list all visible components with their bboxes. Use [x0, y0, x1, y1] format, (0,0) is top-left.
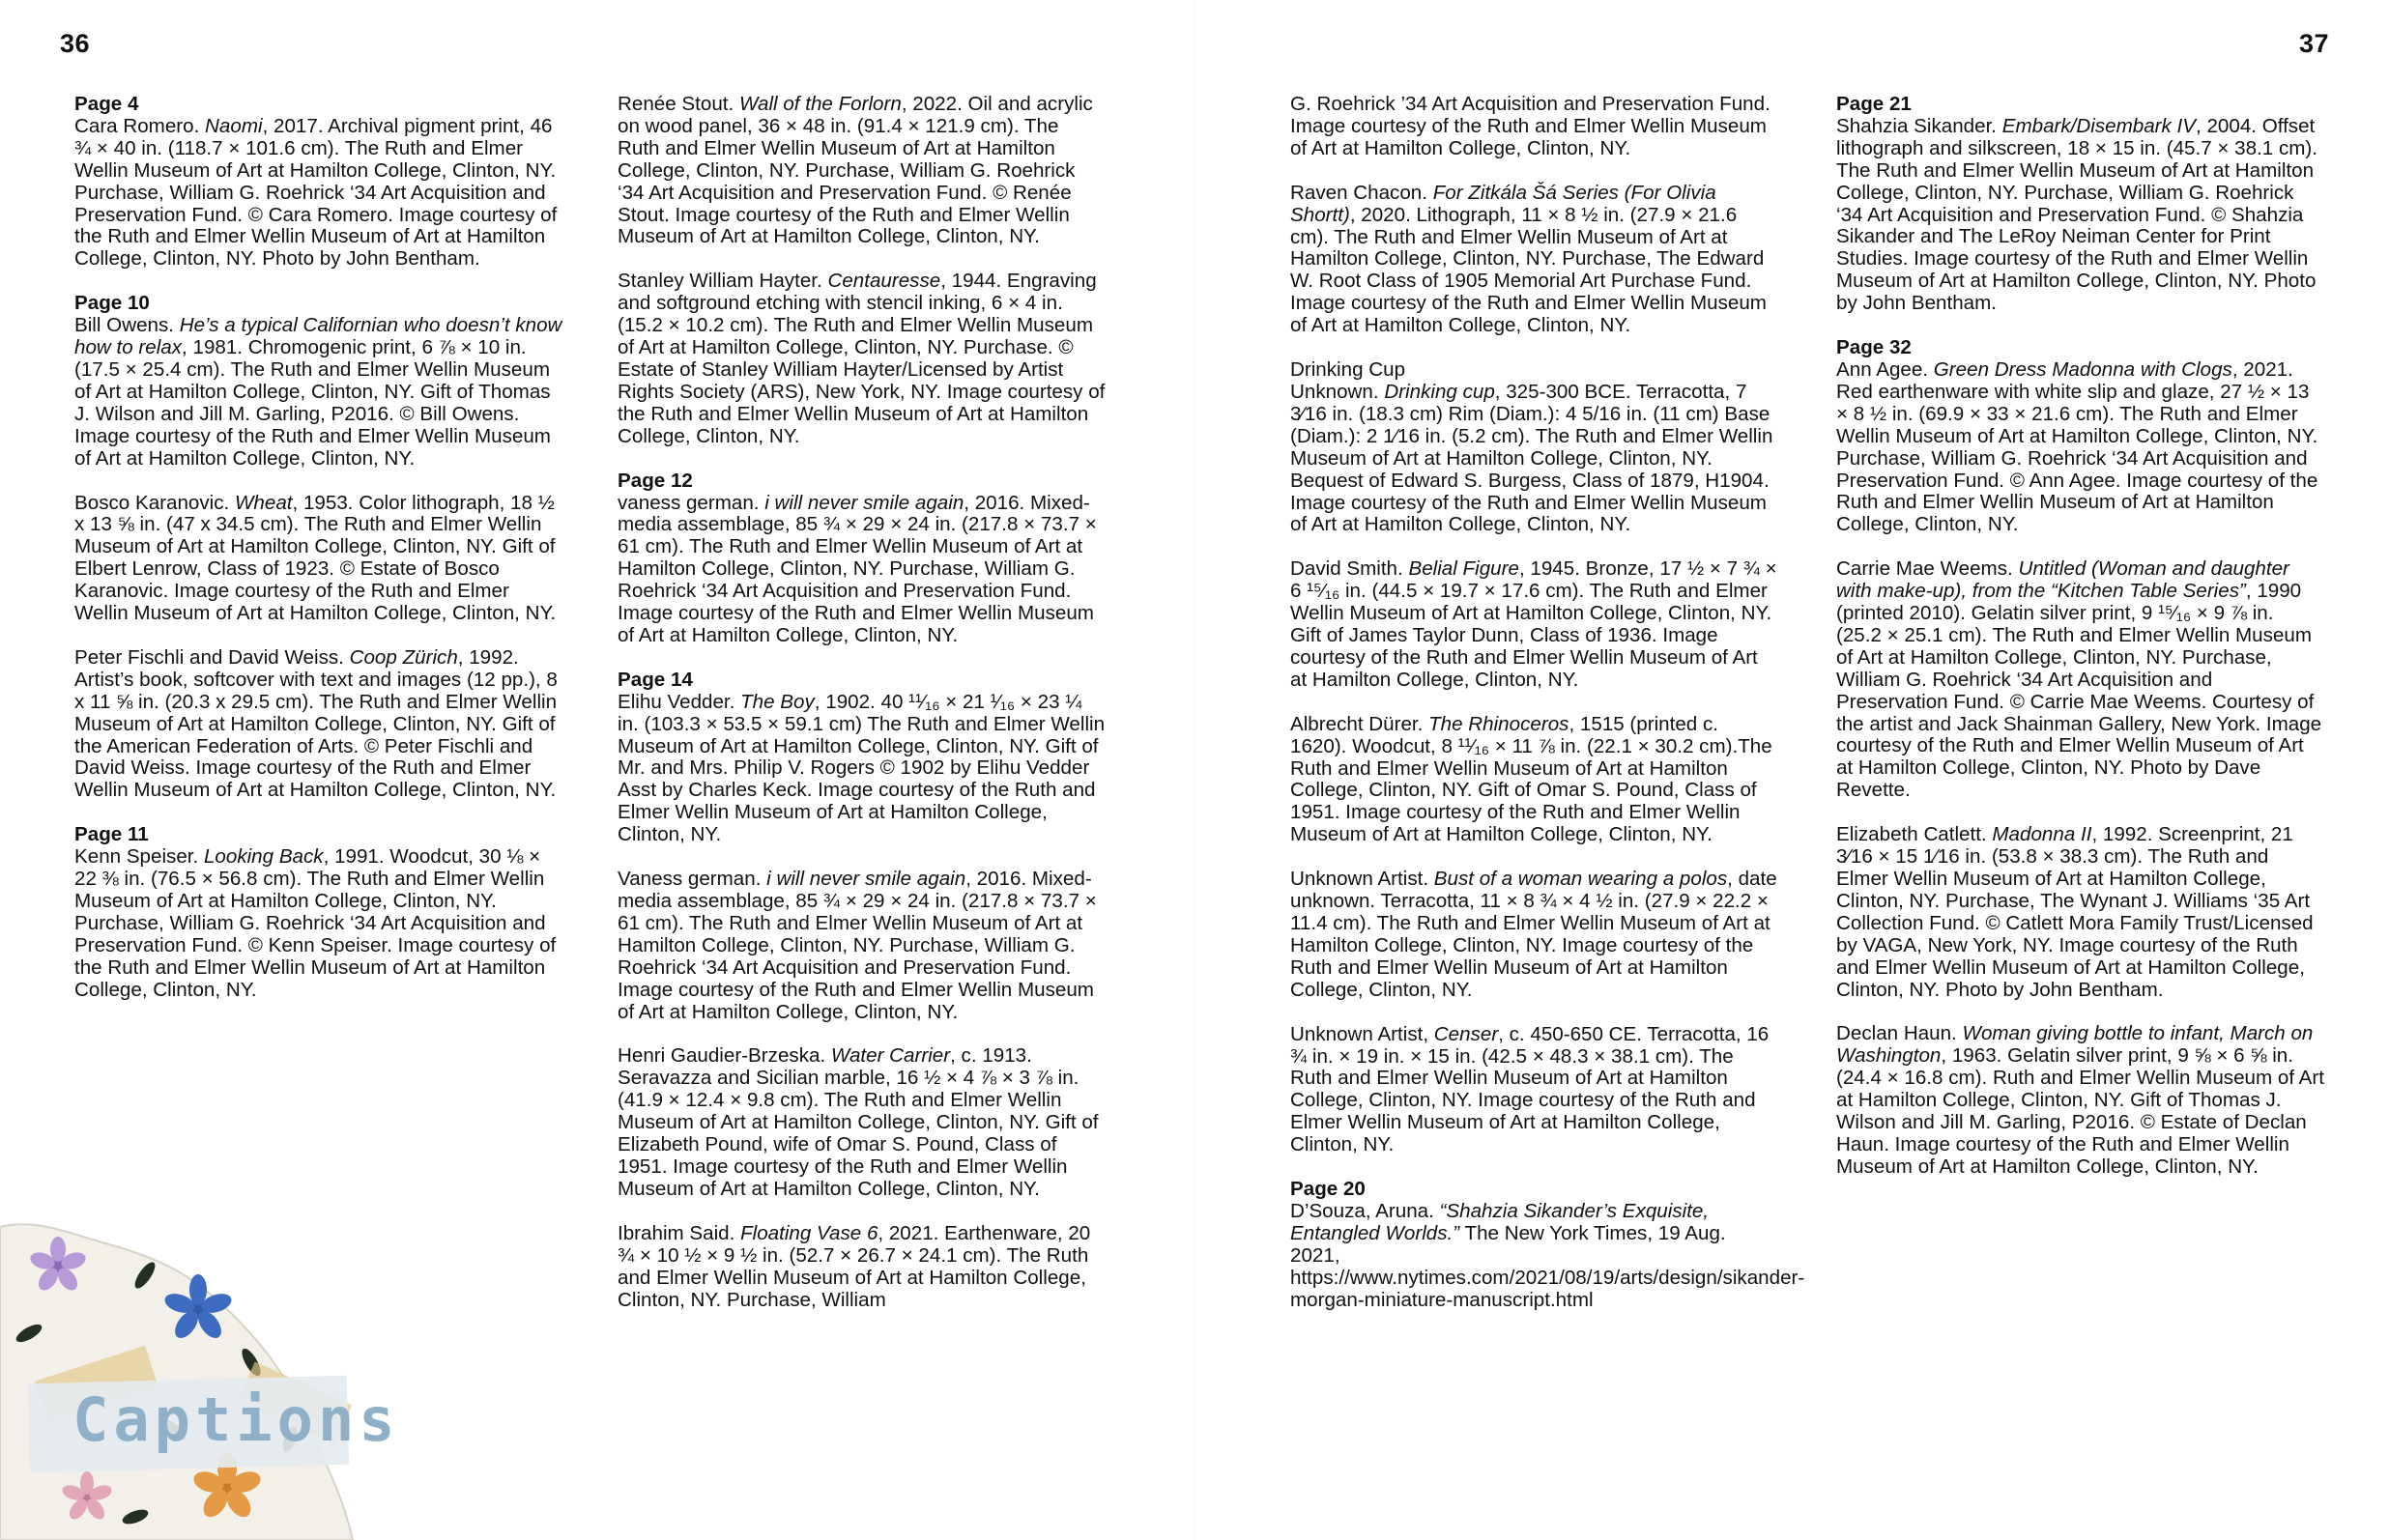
caption-credit: D’Souza, Aruna.: [1290, 1199, 1440, 1222]
caption-details: , 1945. Bronze, 17 ½ × 7 ¾ × 6 ¹⁵⁄₁₆ in. (44.5 × 19.7 × 17.6 cm). The Ruth and Elmer Wellin Museum of Art at Hamilton College, Clinton, NY. Gift of James Taylor Dunn, Class of 1936. Image courtesy of the Ruth and Elmer Wellin Museum of Art at Hamilton College, Clinton, NY.: [1290, 557, 1777, 691]
caption-entry: [618, 471, 1106, 647]
caption-column-3: [1290, 93, 1805, 1334]
caption-details: The New York Times, 19 Aug. 2021, https://www.nytimes.com/2021/08/19/arts/design/sikander-morgan-miniature-manuscript.html: [1290, 1221, 1805, 1311]
caption-title: “Shahzia Sikander’s Exquisite, Entangled Worlds.”: [1290, 1199, 1710, 1244]
caption-title: Centauresse: [827, 270, 941, 293]
gutter: [1194, 0, 1195, 1540]
page-heading: Page 11: [74, 823, 149, 846]
caption-details: , 2016. Mixed-media assemblage, 85 ¾ × 29 × 24 in. (217.8 × 73.7 × 61 cm). The Ruth and Elmer Wellin Museum of Art at Hamilton College, Clinton, NY. Purchase, William G. Roehrick ‘34 Art Acquisition and Preservation Fund. Image courtesy of the Ruth and Elmer Wellin Museum of Art at Hamilton College, Clinton, NY.: [618, 868, 1097, 1023]
page-heading: Page 32: [1836, 336, 1912, 359]
caption-credit: Declan Haun.: [1836, 1022, 1963, 1045]
page-number-right: 37: [2298, 29, 2329, 58]
caption-credit: Henri Gaudier-Brzeska.: [618, 1044, 831, 1068]
caption-entry: [1290, 1178, 1805, 1311]
caption-title: For Zitkála Šá Series (For Olivia Shortt): [1290, 181, 1716, 226]
page-number-left: 36: [60, 29, 91, 58]
caption-entry: [618, 1223, 1106, 1312]
caption-credit: Carrie Mae Weems.: [1836, 557, 2019, 581]
caption-details: , 1953. Color lithograph, 18 ½ x 13 ⅝ in. (47 x 34.5 cm). The Ruth and Elmer Wellin Museum of Art at Hamilton College, Clinton, NY. Gift of Elbert Lenrow, Class of 1923. © Estate of Bosco Karanovic. Image courtesy of the Ruth and Elmer Wellin Museum of Art at Hamilton College, Clinton, NY.: [74, 491, 557, 625]
caption-title: Censer: [1433, 1022, 1499, 1045]
caption-credit: Cara Romero.: [74, 114, 206, 137]
caption-details: , 325-300 BCE. Terracotta, 7 3⁄16 in. (18.3 cm) Rim (Diam.): 4 5/16 in. (11 cm) Base (Diam.): 2 1⁄16 in. (5.2 cm). The Ruth and Elmer Wellin Museum of Art at Hamilton College, Clinton, NY. Bequest of Edward S. Burgess, Class of 1879, H1904. Image courtesy of the Ruth and Elmer Wellin Museum of Art at Hamilton College, Clinton, NY.: [1290, 380, 1773, 536]
caption-title: Looking Back: [203, 845, 324, 869]
caption-details: , 2022. Oil and acrylic on wood panel, 36 × 48 in. (91.4 × 121.9 cm). The Ruth and Elmer Wellin Museum of Art at Hamilton College, Clinton, NY. Purchase, William G. Roehrick ‘34 Art Acquisition and Preservation Fund. © Renée Stout. Image courtesy of the Ruth and Elmer Wellin Museum of Art at Hamilton College, Clinton, NY.: [618, 93, 1093, 248]
caption-details: , 1981. Chromogenic print, 6 ⅞ × 10 in. (17.5 × 25.4 cm). The Ruth and Elmer Wellin Museum of Art at Hamilton College, Clinton, NY. Gift of Thomas J. Wilson and Jill M. Garling, P2016. © Bill Owens. Image courtesy of the Ruth and Elmer Wellin Museum of Art at Hamilton College, Clinton, NY.: [74, 336, 551, 470]
caption-credit: Bosco Karanovic.: [74, 491, 235, 514]
caption-credit: Unknown Artist,: [1290, 1022, 1434, 1045]
caption-details: , 2004. Offset lithograph and silkscreen, 18 × 15 in. (45.7 × 38.1 cm). The Ruth and Elmer Wellin Museum of Art at Hamilton College, Clinton, NY. Purchase, William G. Roehrick ‘34 Art Acquisition and Preservation Fund. © Shahzia Sikander and The LeRoy Neiman Center for Print Studies. Image courtesy of the Ruth and Elmer Wellin Museum of Art at Hamilton College, Clinton, NY. Photo by John Bentham.: [1836, 114, 2317, 315]
caption-details: , 2016. Mixed-media assemblage, 85 ¾ × 29 × 24 in. (217.8 × 73.7 × 61 cm). The Ruth and Elmer Wellin Museum of Art at Hamilton College, Clinton, NY. Purchase, William G. Roehrick ‘34 Art Acquisition and Preservation Fund. Image courtesy of the Ruth and Elmer Wellin Museum of Art at Hamilton College, Clinton, NY.: [618, 491, 1097, 646]
caption-credit: Raven Chacon.: [1290, 181, 1433, 204]
caption-details: , 1990 (printed 2010). Gelatin silver print, 9 ¹⁵⁄₁₆ × 9 ⅞ in. (25.2 × 25.1 cm). The Ruth and Elmer Wellin Museum of Art at Hamilton College, Clinton, NY. Purchase, William G. Roehrick ‘34 Art Acquisition and Preservation Fund. © Carrie Mae Weems. Courtesy of the artist and Jack Shainman Gallery, New York. Image courtesy of the Ruth and Elmer Wellin Museum of Art at Hamilton College, Clinton, NY. Photo by Dave Revette.: [1836, 580, 2322, 802]
caption-entry: [618, 869, 1106, 1023]
caption-credit: Stanley William Hayter.: [618, 270, 828, 293]
caption-title: Embark/Disembark IV: [2001, 114, 2197, 137]
caption-entry: [1290, 94, 1778, 160]
caption-entry: [1836, 1023, 2324, 1178]
caption-title: Water Carrier: [830, 1044, 951, 1068]
caption-details: , date unknown. Terracotta, 11 × 8 ¾ × 4 ½ in. (27.9 × 22.2 × 11.4 cm). The Ruth and Elmer Wellin Museum of Art at Hamilton College, Clinton, NY. Image courtesy of the Ruth and Elmer Wellin Museum of Art at Hamilton College, Clinton, NY.: [1290, 868, 1777, 1001]
caption-entry: [618, 271, 1106, 447]
caption-title: Woman giving bottle to infant, March on Washington: [1836, 1022, 2314, 1068]
caption-details: , 1944. Engraving and softground etching with stencil inking, 6 × 4 in. (15.2 × 10.2 cm). The Ruth and Elmer Wellin Museum of Art at Hamilton College, Clinton, NY. Purchase. © Estate of Stanley William Hayter/Licensed by Artist Rights Society (ARS), New York, NY. Image courtesy of the Ruth and Elmer Wellin Museum of Art at Hamilton College, Clinton, NY.: [618, 270, 1106, 447]
caption-title: The Boy: [740, 690, 815, 713]
caption-credit: Elihu Vedder.: [618, 690, 741, 713]
caption-title: Green Dress Madonna with Clogs: [1933, 357, 2232, 381]
page-heading: Page 12: [618, 469, 693, 492]
caption-entry: [74, 824, 562, 1001]
page-heading: Page 20: [1290, 1178, 1366, 1201]
caption-title: He’s a typical Californian who doesn’t know how to relax: [74, 314, 562, 359]
caption-entry: [1290, 714, 1778, 846]
caption-title: Naomi: [205, 114, 263, 137]
caption-entry: [1836, 94, 2324, 315]
caption-details: , 1515 (printed c. 1620). Woodcut, 8 ¹¹⁄₁₆ × 11 ⅞ in. (22.1 × 30.2 cm).The Ruth and Elmer Wellin Museum of Art at Hamilton College, Clinton, NY. Gift of Omar S. Pound, Class of 1951. Image courtesy of the Ruth and Elmer Wellin Museum of Art at Hamilton College, Clinton, NY.: [1290, 712, 1772, 846]
page-heading: Page 21: [1836, 93, 1912, 115]
caption-entry: [1836, 824, 2324, 1001]
caption-entry: [74, 94, 562, 271]
caption-title: Wall of the Forlorn: [738, 93, 902, 115]
caption-title: Floating Vase 6: [740, 1221, 878, 1244]
caption-credit: Vaness german.: [618, 868, 767, 891]
caption-title: Coop Zürich: [349, 645, 458, 669]
caption-credit: Ann Agee.: [1836, 357, 1934, 381]
caption-entry: [1836, 558, 2324, 802]
caption-title: Drinking cup: [1384, 380, 1495, 403]
page-heading: Page 10: [74, 292, 150, 315]
caption-title: Madonna II: [1992, 823, 2092, 846]
caption-details: , 2017. Archival pigment print, 46 ¾ × 40 in. (118.7 × 101.6 cm). The Ruth and Elmer Wellin Museum of Art at Hamilton College, Clinton, NY. Purchase, William G. Roehrick ‘34 Art Acquisition and Preservation Fund. © Cara Romero. Image courtesy of the Ruth and Elmer Wellin Museum of Art at Hamilton College, Clinton, NY. Photo by John Bentham.: [74, 114, 558, 271]
caption-details: , 2021. Red earthenware with white slip and glaze, 27 ½ × 13 × 8 ½ in. (69.9 × 33 × 21.6 cm). The Ruth and Elmer Wellin Museum of Art at Hamilton College, Clinton, NY. Purchase, William G. Roehrick ‘34 Art Acquisition and Preservation Fund. © Ann Agee. Image courtesy of the Ruth and Elmer Wellin Museum of Art at Hamilton College, Clinton, NY.: [1836, 357, 2318, 536]
caption-title: The Rhinoceros: [1428, 712, 1569, 735]
caption-title: Untitled (Woman and daughter with make-up), from the “Kitchen Table Series”: [1836, 557, 2289, 603]
caption-credit: Bill Owens.: [74, 314, 180, 337]
caption-entry: [1290, 558, 1778, 691]
caption-details: , c. 450-650 CE. Terracotta, 16 ¾ in. × 19 in. × 15 in. (42.5 × 48.3 × 38.1 cm). The Ruth and Elmer Wellin Museum of Art at Hamilton College, Clinton, NY. Image courtesy of the Ruth and Elmer Wellin Museum of Art at Hamilton College, Clinton, NY.: [1290, 1022, 1770, 1156]
caption-column-4: [1836, 94, 2324, 1201]
caption-column-1: [74, 94, 562, 1024]
caption-entry: [74, 493, 562, 625]
caption-credit: Peter Fischli and David Weiss.: [74, 645, 350, 669]
caption-column-2: [618, 94, 1106, 1333]
caption-title: i will never smile again: [766, 868, 966, 891]
caption-title: Bust of a woman wearing a polos: [1433, 868, 1728, 891]
caption-entry: [1290, 1024, 1778, 1156]
caption-credit: David Smith.: [1290, 557, 1409, 581]
caption-credit: Ibrahim Said.: [618, 1221, 741, 1244]
caption-credit: Shahzia Sikander.: [1836, 114, 2002, 137]
caption-details: , 1902. 40 ¹¹⁄₁₆ × 21 ¹⁄₁₆ × 23 ¼ in. (103.3 × 53.5 × 59.1 cm) The Ruth and Elmer Wellin Museum of Art at Hamilton College, Clinton, NY. Gift of Mr. and Mrs. Philip V. Rogers © 1902 by Elihu Vedder Asst by Charles Keck. Image courtesy of the Ruth and Elmer Wellin Museum of Art at Hamilton College, Clinton, NY.: [618, 690, 1106, 846]
caption-title: i will never smile again: [764, 491, 964, 514]
caption-details: , 1991. Woodcut, 30 ⅛ × 22 ⅜ in. (76.5 × 56.8 cm). The Ruth and Elmer Wellin Museum of Art at Hamilton College, Clinton, NY. Purchase, William G. Roehrick ‘34 Art Acquisition and Preservation Fund. © Kenn Speiser. Image courtesy of the Ruth and Elmer Wellin Museum of Art at Hamilton College, Clinton, NY.: [74, 845, 557, 1001]
caption-details: , 1992. Screenprint, 21 3⁄16 × 15 1⁄16 in. (53.8 × 38.3 cm). The Ruth and Elmer Wellin Museum of Art at Hamilton College, Clinton, NY. Purchase, The Wynant J. Williams ‘35 Art Collection Fund. © Catlett Mora Family Trust/Licensed by VAGA, New York, NY. Image courtesy of the Ruth and Elmer Wellin Museum of Art at Hamilton College, Clinton, NY. Photo by John Bentham.: [1836, 823, 2314, 1001]
page-heading: Page 4: [74, 93, 139, 115]
caption-details: , 1963. Gelatin silver print, 9 ⅝ × 6 ⅝ in. (24.4 × 16.8 cm). Ruth and Elmer Wellin Museum of Art at Hamilton College, Clinton, NY. Gift of Thomas J. Wilson and Jill M. Garling, P2016. © Estate of Declan Haun. Image courtesy of the Ruth and Elmer Wellin Museum of Art at Hamilton College, Clinton, NY.: [1836, 1044, 2324, 1178]
captions-section-label: Captions: [72, 1384, 400, 1455]
caption-credit: Kenn Speiser.: [74, 845, 204, 869]
caption-credit: vaness german.: [618, 491, 765, 514]
caption-entry: [618, 94, 1106, 248]
caption-details: , c. 1913. Seravazza and Sicilian marble, 16 ½ × 4 ⅞ × 3 ⅞ in. (41.9 × 12.4 × 9.8 cm). The Ruth and Elmer Wellin Museum of Art at Hamilton College, Clinton, NY. Gift of Elizabeth Pound, wife of Omar S. Pound, Class of 1951. Image courtesy of the Ruth and Elmer Wellin Museum of Art at Hamilton College, Clinton, NY.: [618, 1044, 1099, 1200]
caption-entry: [1290, 183, 1778, 337]
caption-entry: [618, 670, 1106, 846]
caption-credit: Renée Stout.: [618, 93, 739, 115]
caption-credit: Albrecht Dürer.: [1290, 712, 1429, 735]
floral-collage: [0, 1208, 580, 1540]
caption-entry: [1290, 359, 1778, 536]
caption-details: , 2021. Earthenware, 20 ¾ × 10 ½ × 9 ½ in. (52.7 × 26.7 × 24.1 cm). The Ruth and Elmer Wellin Museum of Art at Hamilton College, Clinton, NY. Purchase, William: [618, 1221, 1091, 1311]
caption-entry: [618, 1045, 1106, 1200]
caption-entry: [1836, 337, 2324, 536]
caption-credit: Drinking Cup Unknown.: [1290, 358, 1406, 403]
caption-credit: Elizabeth Catlett.: [1836, 823, 1993, 846]
caption-entry: [1290, 869, 1778, 1001]
caption-title: Wheat: [234, 491, 293, 514]
page-heading: Page 14: [618, 668, 693, 691]
caption-entry: [74, 647, 562, 802]
caption-entry: [74, 293, 562, 470]
caption-details: , 1992. Artist’s book, softcover with text and images (12 pp.), 8 x 11 ⅝ in. (20.3 x 29.5 cm). The Ruth and Elmer Wellin Museum of Art at Hamilton College, Clinton, NY. Gift of the American Federation of Arts. © Peter Fischli and David Weiss. Image courtesy of the Ruth and Elmer Wellin Museum of Art at Hamilton College, Clinton, NY.: [74, 645, 558, 802]
caption-credit: G. Roehrick ’34 Art Acquisition and Preservation Fund. Image courtesy of the Ruth and Elmer Wellin Museum of Art at Hamilton College, Clinton, NY.: [1290, 93, 1770, 159]
caption-details: , 2020. Lithograph, 11 × 8 ½ in. (27.9 × 21.6 cm). The Ruth and Elmer Wellin Museum of Art at Hamilton College, Clinton, NY. Purchase, The Edward W. Root Class of 1905 Memorial Art Purchase Fund. Image courtesy of the Ruth and Elmer Wellin Museum of Art at Hamilton College, Clinton, NY.: [1290, 203, 1767, 337]
caption-title: Belial Figure: [1408, 557, 1519, 581]
caption-credit: Unknown Artist.: [1290, 868, 1434, 891]
